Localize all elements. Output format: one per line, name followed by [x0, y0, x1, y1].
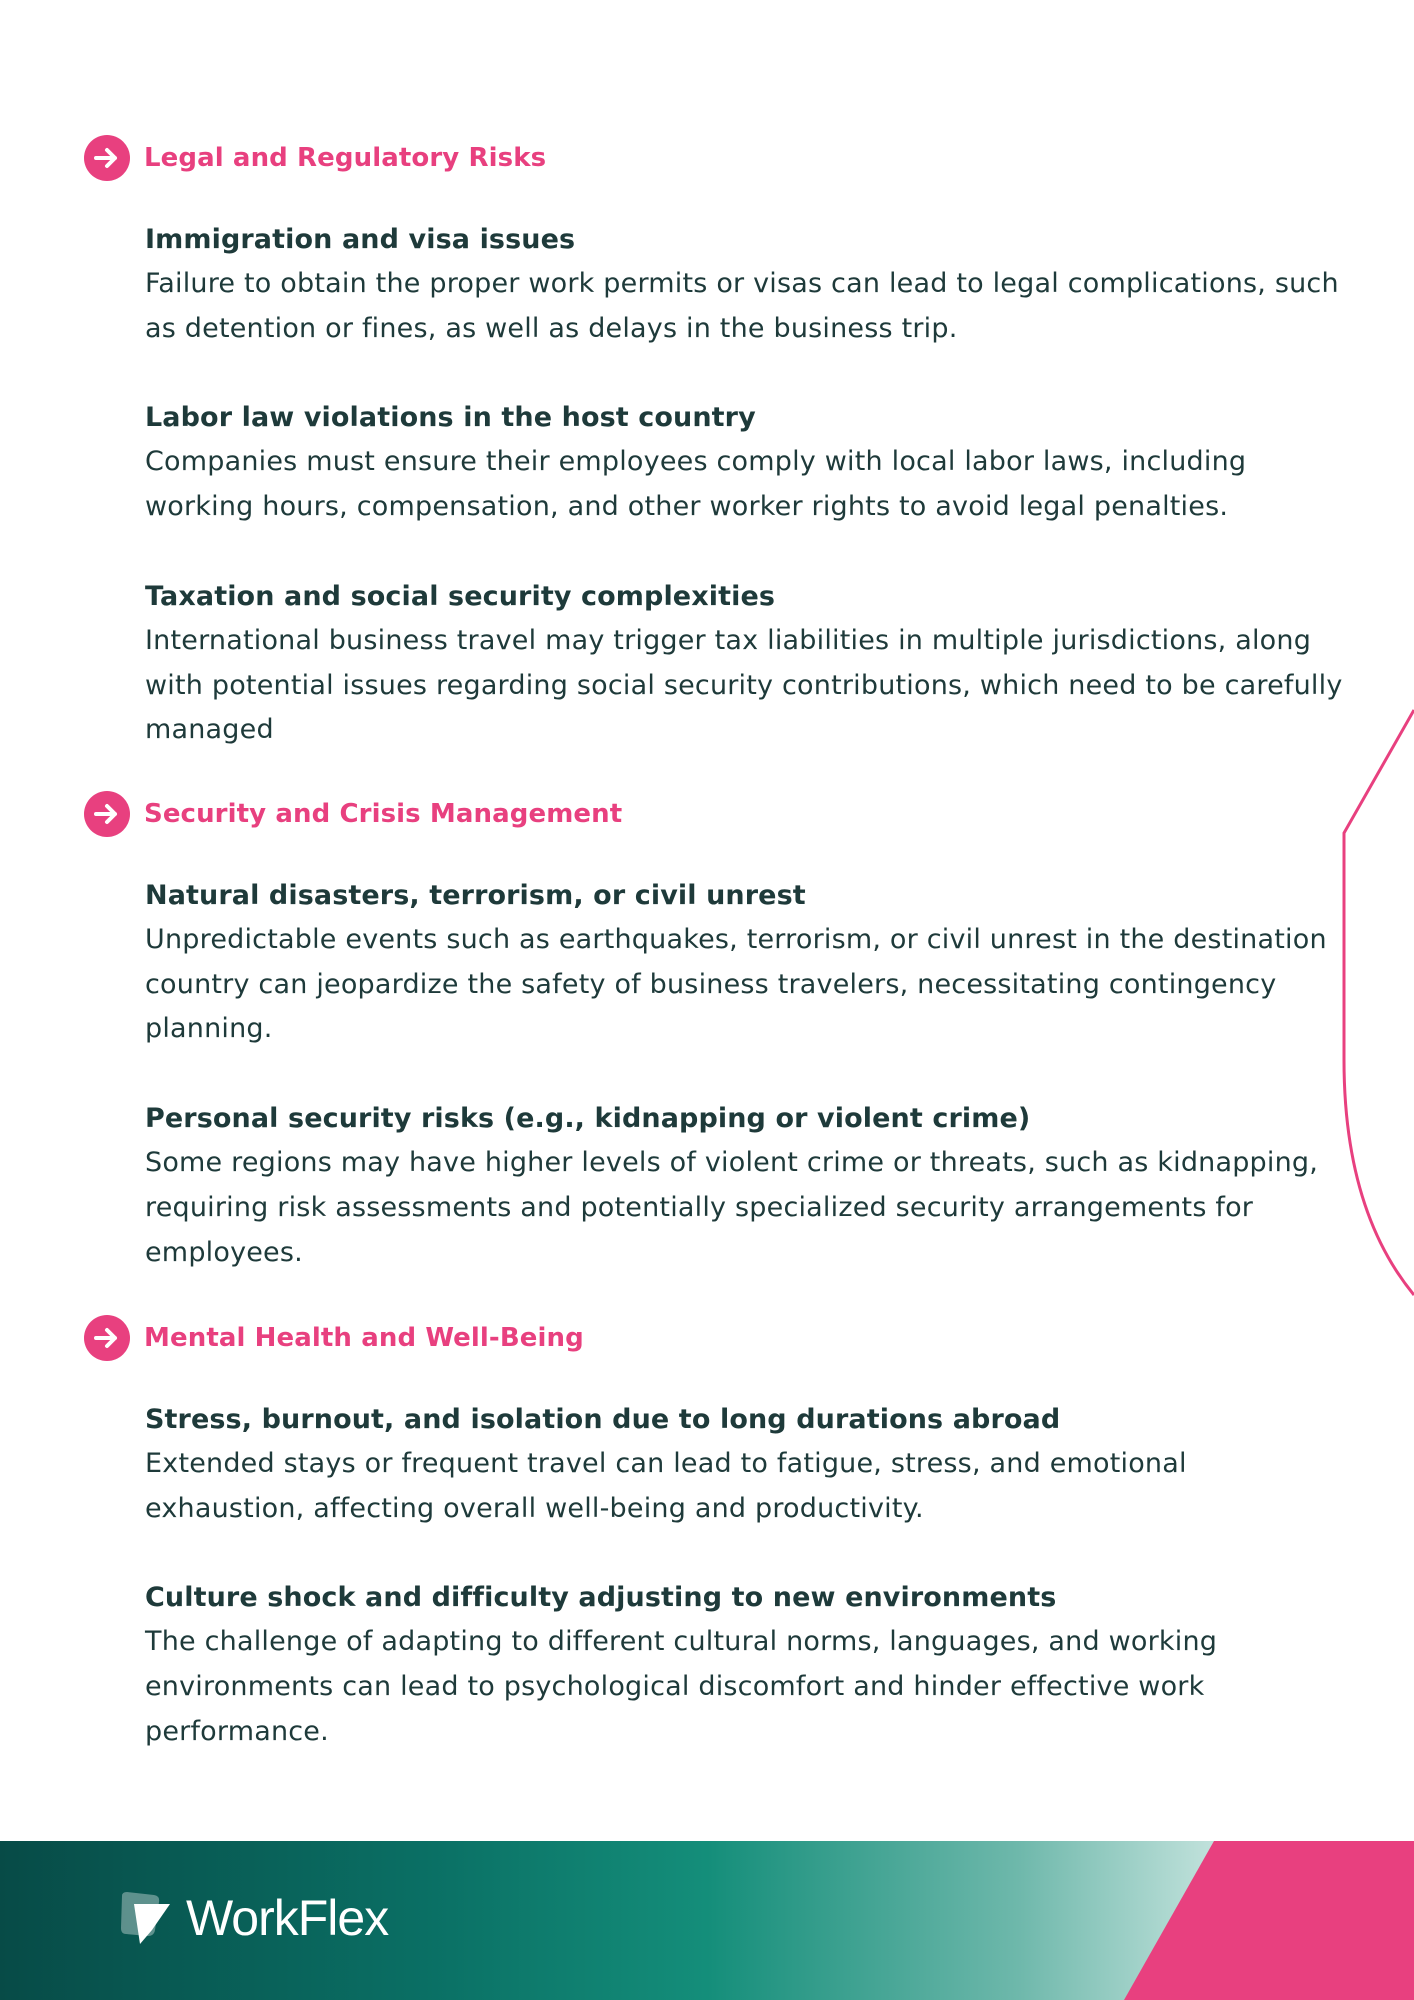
item-title: Culture shock and difficulty adjusting to new environments [145, 1582, 1057, 1614]
item-body: Unpredictable events such as earthquakes, terrorism, or civil unrest in the destination country can jeopardize the safety of business travelers, necessitating contingency planning. [145, 924, 1327, 1045]
section-title: Legal and Regulatory Risks [144, 143, 547, 173]
item-title: Taxation and social security complexities [145, 580, 776, 612]
item-body: Some regions may have higher levels of violent crime or threats, such as kidnapping, requiring risk assessments and potentially specialized security arrangements for employees. [145, 1147, 1319, 1268]
brand-name: WorkFlex [186, 1890, 389, 1946]
item-body: International business travel may trigger tax liabilities in multiple jurisdictions, along with potential issues regarding social security contributions, which need to be carefully managed [145, 624, 1343, 746]
section-mental-health [84, 1314, 1345, 1755]
list-item [145, 874, 1345, 1052]
brand-logo [118, 1889, 388, 1947]
list-item [145, 1097, 1345, 1275]
list-item [145, 396, 1345, 529]
section-title: Mental Health and Well-Being [144, 1323, 584, 1353]
item-title: Personal security risks (e.g., kidnapping or violent crime) [145, 1103, 1031, 1135]
workflex-logo-icon [118, 1890, 174, 1946]
section-heading [84, 790, 1345, 838]
section-heading [84, 1314, 1345, 1362]
list-item [145, 218, 1345, 351]
item-title: Natural disasters, terrorism, or civil unrest [145, 880, 806, 911]
item-body: Extended stays or frequent travel can lead to fatigue, stress, and emotional exhaustion, affecting overall well-being and productivity. [145, 1448, 1187, 1524]
section-title: Security and Crisis Management [144, 799, 623, 829]
list-item [145, 575, 1345, 753]
arrow-right-circle-icon [84, 1315, 130, 1361]
arrow-right-circle-icon [84, 791, 130, 837]
section-legal-regulatory [84, 134, 1345, 753]
item-body: Failure to obtain the proper work permits or visas can lead to legal complications, such as detention or fines, as well as delays in the business trip. [145, 268, 1339, 344]
list-item [145, 1398, 1345, 1531]
item-title: Stress, burnout, and isolation due to long durations abroad [145, 1404, 1061, 1435]
footer-pink-accent [1114, 1841, 1414, 2000]
item-body: Companies must ensure their employees comply with local labor laws, including working hours, compensation, and other worker rights to avoid legal penalties. [145, 446, 1247, 523]
list-item [145, 1576, 1345, 1754]
item-title: Immigration and visa issues [145, 224, 576, 255]
footer-banner [0, 1841, 1414, 2000]
item-body: The challenge of adapting to different cultural norms, languages, and working environments can lead to psychological discomfort and hinder effective work performance. [145, 1626, 1218, 1747]
arrow-right-circle-icon [84, 135, 130, 181]
section-heading [84, 134, 1345, 182]
item-title: Labor law violations in the host country [145, 402, 756, 434]
section-security-crisis [84, 790, 1345, 1275]
